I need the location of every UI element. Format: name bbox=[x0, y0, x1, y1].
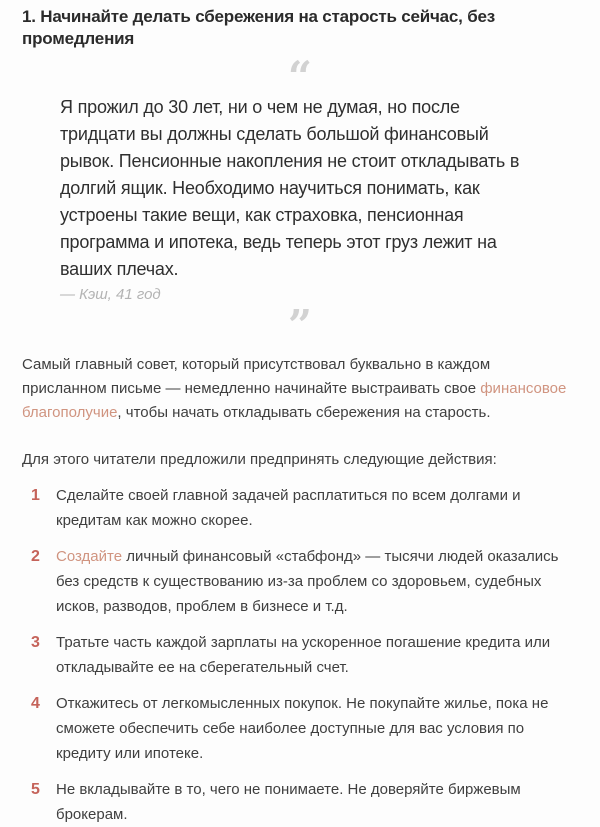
list-item-text bbox=[56, 630, 578, 680]
list-item-number: 2 bbox=[31, 548, 40, 566]
financial-wellbeing-link[interactable]: финансовое благополучие bbox=[22, 380, 567, 422]
intro-text-before: Самый главный совет, который присутствовал буквально в каждом присланном письме — немедленно начинайте выстраивать свое bbox=[22, 356, 491, 398]
blockquote bbox=[40, 52, 560, 351]
list-item bbox=[22, 691, 578, 766]
create-fund-link[interactable]: Создайте bbox=[56, 548, 123, 566]
list-item-number: 3 bbox=[31, 634, 40, 652]
list-item-body: Сделайте своей главной задачей расплатиться по всем долгами и кредитам как можно скорее. bbox=[56, 487, 521, 530]
list-item-body: Не вкладывайте в то, чего не понимаете. Не доверяйте биржевым брокерам. bbox=[56, 781, 521, 824]
list-item-text bbox=[56, 544, 578, 619]
intro-text-after: , чтобы начать откладывать сбережения на старость. bbox=[117, 404, 491, 422]
quote-text: Я прожил до 30 лет, ни о чем не думая, но после тридцати вы должны сделать большой финансовый рывок. Пенсионные накопления не стоит откладывать в долгий ящик. Необходимо научиться понимать, как устроены такие вещи, как страховка, пенсионная программа и ипотека, ведь теперь этот груз лежит на ваших плечах. bbox=[60, 97, 520, 280]
close-quote-icon: ” bbox=[287, 301, 313, 351]
open-quote-icon: “ bbox=[287, 52, 313, 102]
list-item-number: 5 bbox=[31, 781, 40, 799]
list-item-number: 1 bbox=[31, 487, 40, 505]
intro-paragraph bbox=[22, 353, 578, 425]
numbered-list bbox=[22, 483, 578, 827]
list-item-text bbox=[56, 777, 578, 827]
list-item-number: 4 bbox=[31, 695, 40, 713]
list-item bbox=[22, 544, 578, 619]
list-intro-paragraph: Для этого читатели предложили предпринять следующие действия: bbox=[22, 451, 497, 469]
list-item-body: Тратьте часть каждой зарплаты на ускоренное погашение кредита или откладывайте ее на сберегательный счет. bbox=[56, 634, 551, 677]
list-item-text bbox=[56, 691, 578, 766]
list-item-text bbox=[56, 483, 578, 533]
list-item bbox=[22, 483, 578, 533]
list-item-body: личный финансовый «стабфонд» — тысячи людей оказались без средств к существованию из-за проблем со здоровьем, судебных исков, разводов, проблем в бизнесе и т.д. bbox=[56, 548, 559, 616]
quote-attribution: — Кэш, 41 год bbox=[60, 286, 161, 304]
list-item bbox=[22, 777, 578, 827]
list-item-body: Откажитесь от легкомысленных покупок. Не покупайте жилье, пока не сможете обеспечить себе наиболее доступные для вас условия по кредиту или ипотеке. bbox=[56, 695, 549, 763]
list-item bbox=[22, 630, 578, 680]
page-title: 1. Начинайте делать сбережения на старость сейчас, без промедления bbox=[22, 7, 496, 49]
